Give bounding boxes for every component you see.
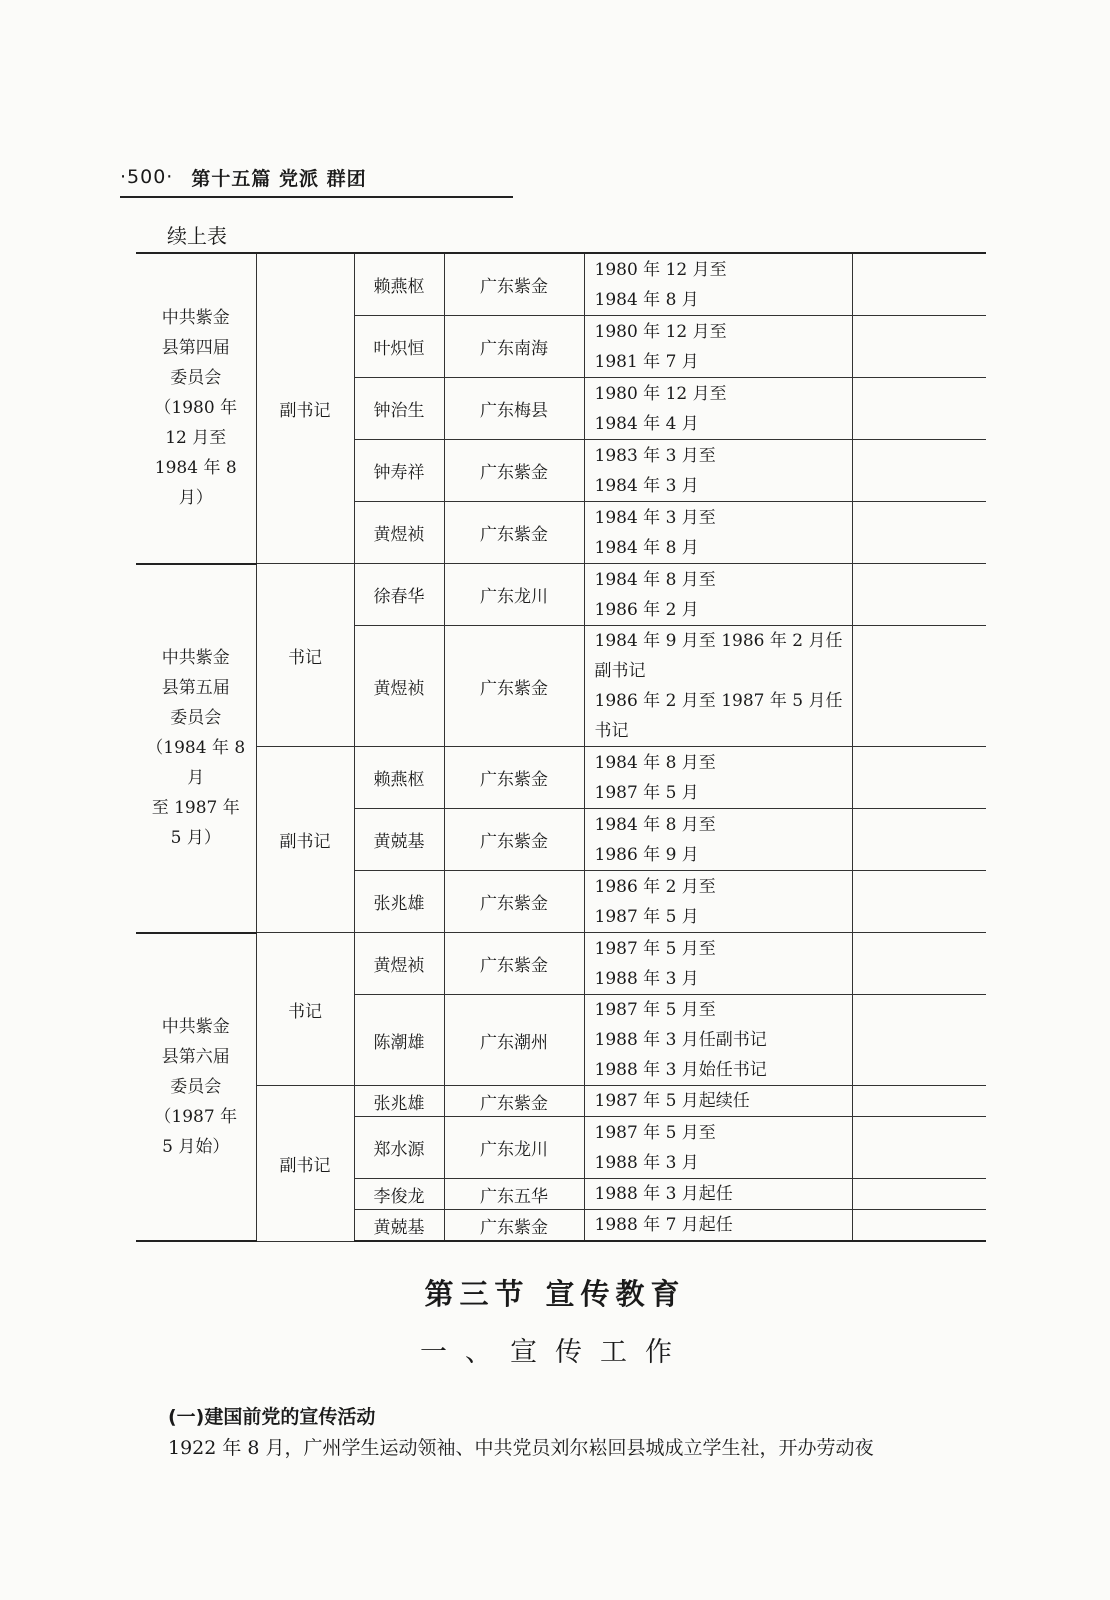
notes-cell [852,253,986,316]
page-header [120,160,510,194]
notes-cell [852,316,986,378]
term-line: 1980 年 12 月至 [594,383,727,404]
term-cell [584,440,852,502]
term-line: 1984 年 3 月至 [594,507,716,528]
term-cell [584,1179,852,1210]
paragraph-text: 1922 年 8 月，广州学生运动领袖、中共党员刘尔崧回县城成立学生社，开办劳动夜 [168,1437,874,1459]
term-line: 1983 年 3 月至 [594,445,716,466]
term-line: 1984 年 4 月 [594,413,699,434]
term-cell [584,747,852,809]
term-line: 1988 年 3 月任副书记 [594,1030,767,1050]
term-line: 1984 年 8 月 [594,537,699,558]
session-label-line: 委员会 [170,1076,222,1097]
person-origin: 广东梅县 [444,378,584,440]
term-line: 1984 年 8 月至 [594,814,716,835]
term-cell [584,995,852,1086]
role-cell: 副书记 [256,1086,354,1242]
term-line: 1988 年 3 月始任书记 [594,1060,767,1080]
person-origin: 广东紫金 [444,502,584,564]
term-line: 1987 年 5 月至 [594,1000,716,1020]
session-label-line: （1987 年 [154,1106,238,1127]
term-line: 1981 年 7 月 [594,351,699,372]
session-label-line: 中共紫金 [161,1016,230,1037]
session-label-line: 5 月） [170,828,221,848]
person-name: 叶炽恒 [354,316,444,378]
person-origin: 广东龙川 [444,1117,584,1179]
person-name: 黄煜祯 [354,626,444,747]
term-line: 1987 年 5 月 [594,906,699,927]
term-line: 1988 年 3 月起任 [594,1184,733,1204]
person-origin: 广东五华 [444,1179,584,1210]
notes-cell [852,564,986,626]
term-line: 副书记 [594,661,646,681]
session-label-line: 至 1987 年 [151,798,240,818]
session-label-line: 中共紫金 [161,648,230,668]
term-cell [584,1210,852,1242]
sub-title: 一、宣传工作 [420,1337,690,1368]
session-label-line: 县第四届 [161,338,230,359]
table-row [136,564,986,626]
term-cell [584,1117,852,1179]
session-label-line: 中共紫金 [161,308,230,329]
term-line: 1987 年 5 月至 [594,938,716,959]
term-cell [584,564,852,626]
session-label-line: 委员会 [170,368,222,389]
person-origin: 广东潮州 [444,995,584,1086]
term-line: 1980 年 12 月至 [594,321,727,342]
person-origin: 广东紫金 [444,871,584,933]
person-name: 赖燕枢 [354,747,444,809]
notes-cell [852,933,986,995]
session-label-line: 1984 年 8 月） [154,458,237,509]
person-name: 黄煜祯 [354,502,444,564]
term-line: 1984 年 8 月 [594,289,699,310]
session-cell [136,253,256,564]
session-label-line: 县第六届 [161,1046,230,1067]
chapter-title: 第十五篇 党派 群团 [191,167,367,190]
person-origin: 广东紫金 [444,253,584,316]
role-cell: 书记 [256,933,354,1086]
term-cell [584,871,852,933]
notes-cell [852,747,986,809]
person-origin: 广东紫金 [444,440,584,502]
notes-cell [852,502,986,564]
table-row [136,747,986,809]
role-cell: 书记 [256,564,354,747]
term-cell [584,378,852,440]
role-cell: 副书记 [256,253,354,564]
term-line: 1988 年 3 月 [594,968,699,989]
person-name: 陈潮雄 [354,995,444,1086]
person-origin: 广东紫金 [444,747,584,809]
term-cell [584,809,852,871]
term-line: 1986 年 2 月至 1987 年 5 月任 [594,691,843,711]
term-line: 1986 年 9 月 [594,844,699,865]
session-cell [136,933,256,1242]
notes-cell [852,995,986,1086]
notes-cell [852,871,986,933]
notes-cell [852,1086,986,1117]
term-line: 1988 年 7 月起任 [594,1215,733,1235]
person-name: 黄煜祯 [354,933,444,995]
notes-cell [852,378,986,440]
table-row [136,933,986,995]
term-line: 1984 年 8 月至 [594,752,716,773]
session-label-line: （1980 年 [154,398,238,419]
notes-cell [852,440,986,502]
term-line: 书记 [594,721,629,741]
table-row [136,1086,986,1117]
term-cell [584,626,852,747]
session-label-line: （1984 年 8 月 [146,738,246,788]
table-row [136,253,986,316]
person-origin: 广东紫金 [444,933,584,995]
person-origin: 广东龙川 [444,564,584,626]
person-name: 李俊龙 [354,1179,444,1210]
term-line: 1986 年 2 月至 [594,876,716,897]
term-line: 1988 年 3 月 [594,1152,699,1173]
notes-cell [852,1179,986,1210]
notes-cell [852,1210,986,1242]
person-name: 黄兢基 [354,809,444,871]
person-name: 黄兢基 [354,1210,444,1242]
header-rule [120,196,513,198]
term-cell [584,1086,852,1117]
person-name: 郑水源 [354,1117,444,1179]
section-title: 第三节 宣传教育 [424,1277,686,1311]
person-name: 徐春华 [354,564,444,626]
session-cell [136,564,256,933]
person-name: 张兆雄 [354,871,444,933]
term-line: 1987 年 5 月至 [594,1122,716,1143]
session-label-line: 12 月至 [165,428,227,449]
person-origin: 广东紫金 [444,1086,584,1117]
person-name: 张兆雄 [354,1086,444,1117]
role-cell: 副书记 [256,747,354,933]
person-name: 钟寿祥 [354,440,444,502]
session-label-line: 委员会 [170,708,222,728]
term-cell [584,316,852,378]
notes-cell [852,626,986,747]
term-line: 1984 年 3 月 [594,475,699,496]
person-name: 赖燕枢 [354,253,444,316]
notes-cell [852,1117,986,1179]
leadership-table [136,252,986,1242]
session-label-line: 县第五届 [161,678,230,698]
term-line: 1980 年 12 月至 [594,259,727,280]
term-line: 1987 年 5 月 [594,782,699,803]
person-origin: 广东紫金 [444,1210,584,1242]
term-cell [584,502,852,564]
term-line: 1986 年 2 月 [594,599,699,620]
session-label-line: 5 月始） [162,1136,230,1157]
continuation-label: 续上表 [167,224,227,248]
term-cell [584,253,852,316]
person-name: 钟治生 [354,378,444,440]
term-line: 1987 年 5 月起续任 [594,1091,750,1111]
term-line: 1984 年 8 月至 [594,569,716,590]
term-line: 1984 年 9 月至 1986 年 2 月任 [594,631,843,651]
person-origin: 广东紫金 [444,626,584,747]
notes-cell [852,809,986,871]
term-cell [584,933,852,995]
person-origin: 广东紫金 [444,809,584,871]
person-origin: 广东南海 [444,316,584,378]
paragraph-heading: (一)建国前党的宣传活动 [168,1406,376,1428]
page-number: ·500· [120,166,174,188]
